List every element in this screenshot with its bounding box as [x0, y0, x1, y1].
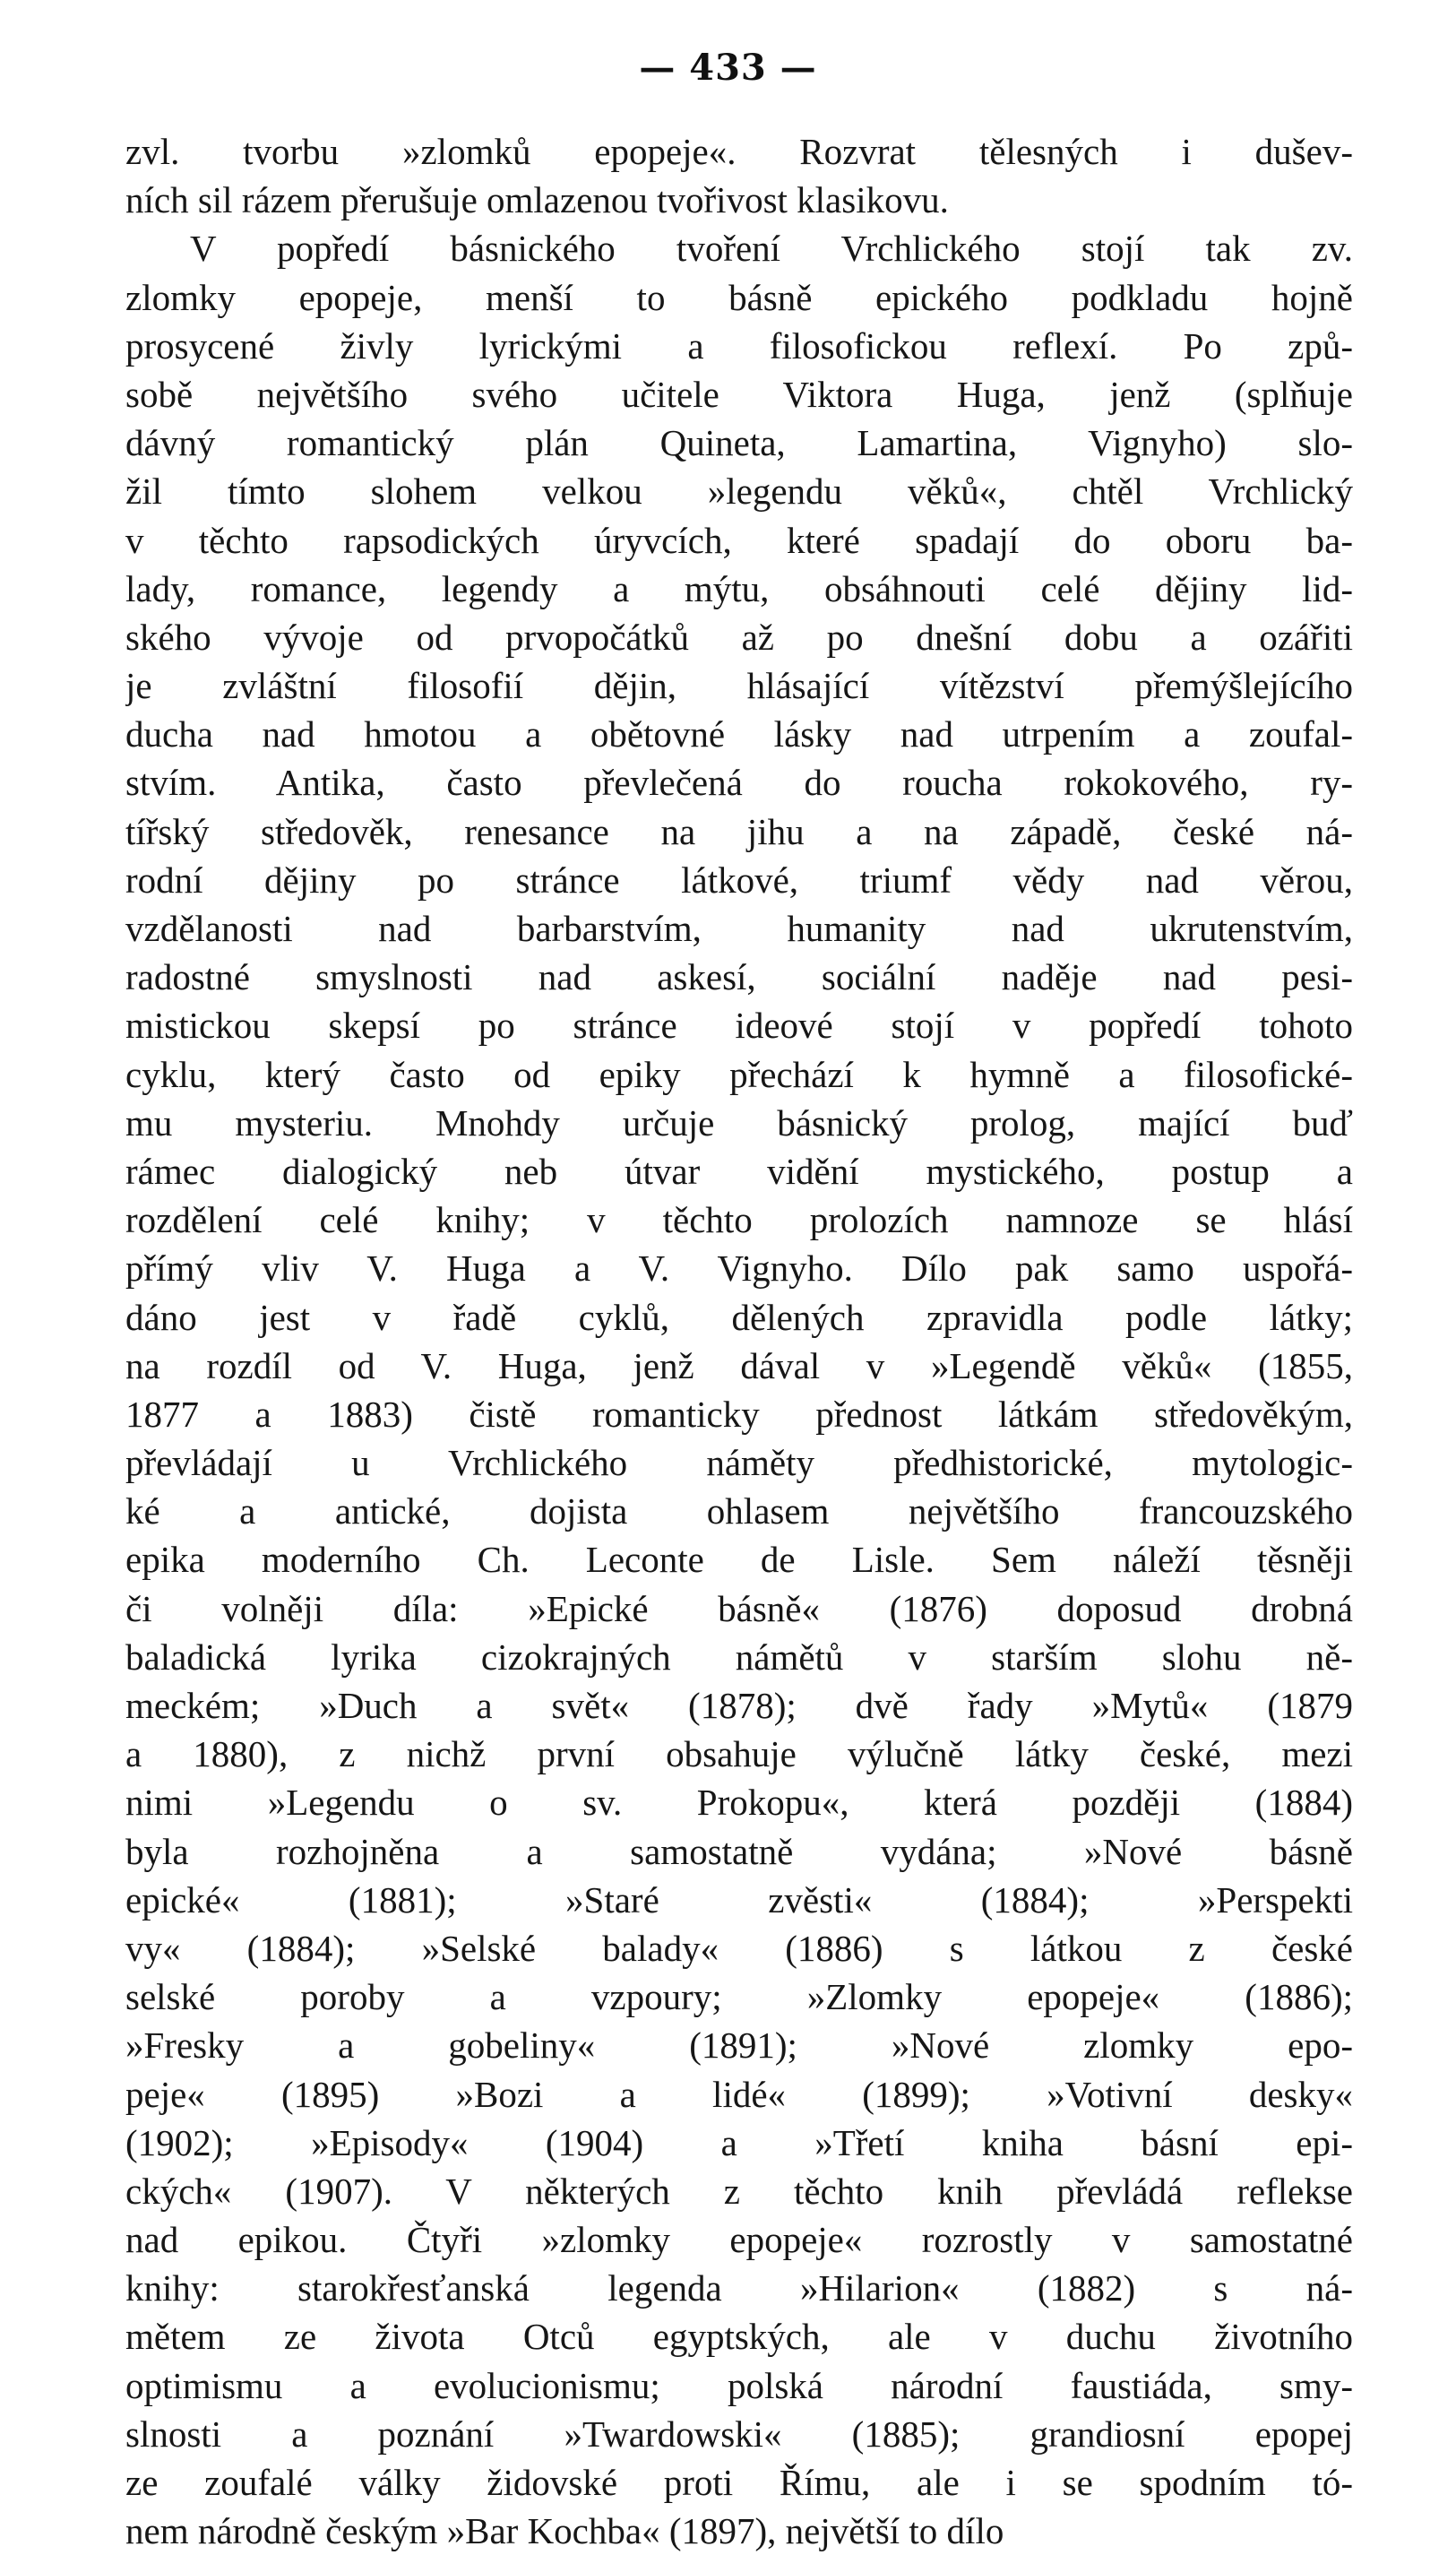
text-line: ducha nad hmotou a obětovné lásky nad utrpením a zoufal-: [125, 713, 1353, 755]
text-line-1a: zvl. tvorbu »zlomků epopeje«. Rozvrat tělesných i dušev-: [125, 131, 1353, 172]
text-line: optimismu a evolucionismu; polská národní faustiáda, smy-: [125, 2364, 1353, 2406]
text-line: slnosti a poznání »Twardowski« (1885); grandiosní epopej: [125, 2413, 1353, 2455]
text-line: či volněji díla: »Epické básně« (1876) doposud drobná: [125, 1587, 1353, 1629]
text-line: epika moderního Ch. Leconte de Lisle. Sem náleží těsněji: [125, 1539, 1353, 1581]
text-line: tířský středověk, renesance na jihu a na západě, české ná-: [125, 810, 1353, 852]
text-line: »Fresky a gobeliny« (1891); »Nové zlomky epo-: [125, 2024, 1353, 2067]
text-line: ského vývoje od prvopočátků až po dnešní dobu a ozářiti: [125, 616, 1353, 658]
text-line: (1902); »Episody« (1904) a »Třetí kniha básní epi-: [125, 2121, 1353, 2163]
text-line: rozdělení celé knihy; v těchto prolozích namnoze se hlásí: [125, 1199, 1353, 1241]
text-line: epické« (1881); »Staré zvěsti« (1884); »Perspekti: [125, 1878, 1353, 1921]
text-line: ckých« (1907). V některých z těchto knih převládá reflekse: [125, 2170, 1353, 2212]
text-line: převládají u Vrchlického náměty předhistorické, mytologic-: [125, 1442, 1353, 1484]
text-line: mětem ze života Otců egyptských, ale v duchu životního: [125, 2316, 1353, 2358]
body-text: [125, 127, 1353, 2555]
text-line: zlomky epopeje, menší to básně epického podkladu hojně: [125, 276, 1353, 318]
text-line: v těchto rapsodických úryvcích, které spadají do oboru ba-: [125, 519, 1353, 561]
text-line: rodní dějiny po stránce látkové, triumf vědy nad věrou,: [125, 859, 1353, 901]
text-line: mu mysteriu. Mnohdy určuje básnický prolog, mající buď: [125, 1101, 1353, 1144]
text-line: baladická lyrika cizokrajných námětů v starším slohu ně-: [125, 1636, 1353, 1678]
text-line: přímý vliv V. Huga a V. Vignyho. Dílo pak samo uspořá-: [125, 1247, 1353, 1290]
text-line: peje« (1895) »Bozi a lidé« (1899); »Votivní desky«: [125, 2073, 1353, 2115]
text-line: vzdělanosti nad barbarstvím, humanity nad ukrutenstvím,: [125, 908, 1353, 949]
text-line: mistickou skepsí po stránce ideové stojí v popředí tohoto: [125, 1005, 1353, 1047]
text-line: nimi »Legendu o sv. Prokopu«, která později (1884): [125, 1782, 1353, 1824]
text-line: dáno jest v řadě cyklů, dělených zpravidla podle látky;: [125, 1296, 1353, 1338]
text-line: nad epikou. Čtyři »zlomky epopeje« rozrostly v samostatné: [125, 2219, 1353, 2261]
text-line: ké a antické, dojista ohlasem největšího francouzského: [125, 1490, 1353, 1532]
text-line: 1877 a 1883) čistě romanticky přednost látkám středověkým,: [125, 1393, 1353, 1435]
text-line: meckém; »Duch a svět« (1878); dvě řady »Mytů« (1879: [125, 1685, 1353, 1726]
text-line-4a: prosycené živly lyrickými a filosofickou reflexí. Po způ-: [125, 324, 1353, 367]
text-line: byla rozhojněna a samostatně vydána; »Nové básně: [125, 1830, 1353, 1872]
text-line: cyklu, který často od epiky přechází k hymně a filosofické-: [125, 1053, 1353, 1095]
text-line: knihy: starokřesťanská legenda »Hilarion« (1882) s ná-: [125, 2267, 1353, 2309]
text-line: žil tímto slohem velkou »legendu věků«, chtěl Vrchlický: [125, 470, 1353, 513]
text-line: a 1880), z nichž první obsahuje výlučně látky české, mezi: [125, 1733, 1353, 1775]
text-line: dávný romantický plán Quineta, Lamartina, Vignyho) slo-: [125, 422, 1353, 464]
text-line: V popředí básnického tvoření Vrchlického stojí tak zv.: [190, 228, 1353, 270]
text-line: na rozdíl od V. Huga, jenž dával v »Legendě věků« (1855,: [125, 1344, 1353, 1386]
text-line: nem národně českým »Bar Kochba« (1897), největší to dílo: [125, 2510, 1004, 2552]
text-line-4b: sobě největšího svého učitele Viktora Huga, jenž (splňuje: [125, 373, 1353, 415]
text-line: radostné smyslnosti nad askesí, sociální naděje nad pesi-: [125, 956, 1353, 998]
text-line: je zvláštní filosofií dějin, hlásající vítězství přemýšlejícího: [125, 665, 1353, 707]
text-line: lady, romance, legendy a mýtu, obsáhnouti celé dějiny lid-: [125, 567, 1353, 609]
text-line: ze zoufalé války židovské proti Římu, ale i se spodním tó-: [125, 2462, 1353, 2503]
text-line: stvím. Antika, často převlečená do roucha rokokového, ry-: [125, 762, 1353, 804]
text-line: selské poroby a vzpoury; »Zlomky epopeje« (1886);: [125, 1976, 1353, 2018]
page-number: — 433 —: [639, 47, 817, 89]
text-line-1b: ních sil rázem přerušuje omlazenou tvořivost klasikovu.: [125, 179, 949, 221]
text-line: vy« (1884); »Selské balady« (1886) s látkou z české: [125, 1927, 1353, 1969]
text-line: rámec dialogický neb útvar vidění mystického, postup a: [125, 1150, 1353, 1192]
